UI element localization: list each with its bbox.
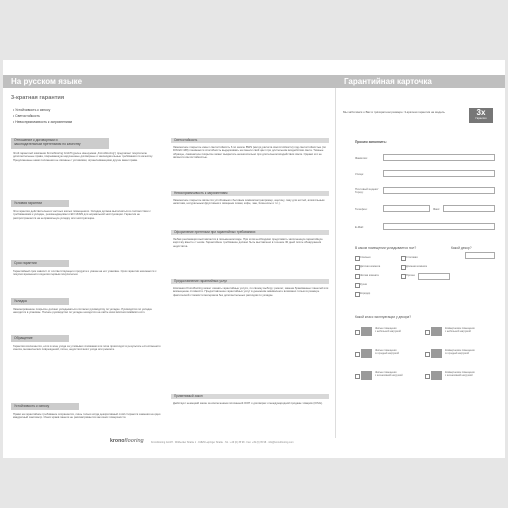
class-checkbox[interactable] <box>355 352 360 357</box>
logo-part-b: flooring <box>124 438 144 444</box>
house-icon <box>361 371 372 380</box>
section-text: Гарантия исключается, если в зоне ухода за угловыми головками или пола происходит в результате естественного износа, механических повреждений, пятен, недостаточного ухода или ремонта. <box>13 345 161 352</box>
class-checkbox[interactable] <box>355 330 360 335</box>
section-title: Условия гарантии <box>11 200 69 207</box>
class-label: Жилые помещения с небольшой нагрузкой <box>375 327 401 333</box>
decor-field[interactable] <box>465 252 495 259</box>
warranty-sheet <box>3 60 505 458</box>
email-field[interactable] <box>383 223 495 230</box>
section-text: Ламинированное покрытие должно укладываться согласно руководству по укладке. Руководство по укладке находится в упаковке. Полное руководство по укладке находится на сайте www.laminat-installation.com. <box>13 308 153 315</box>
fax-field[interactable] <box>443 205 495 212</box>
class-label: Жилые помещения со средней нагрузкой <box>375 349 399 355</box>
class-checkbox[interactable] <box>425 374 430 379</box>
class-checkbox[interactable] <box>425 352 430 357</box>
building-icon <box>431 327 442 336</box>
guarantee-subtitle: 3-кратная гарантия <box>11 95 65 101</box>
badge-label: Гарантия <box>475 117 487 120</box>
section-title: Невосприимчивость к загрязнениям <box>171 191 329 196</box>
field-label: Фамилия: <box>355 156 368 160</box>
section-title: Обращение <box>11 335 69 342</box>
section-title: Оформление претензии при гарантийных требованиях <box>171 230 329 235</box>
name-field[interactable] <box>383 154 495 161</box>
section-title: Светостойкость <box>171 138 329 143</box>
field-label: Телефон: <box>355 207 368 211</box>
section-title: Применимый закон <box>171 394 329 399</box>
section-text: Этой гарантией компания Kronoflooring GmbH (далее именуемая „Kronoflooring“) предлагает покупателю дополнительные права, покрывающую нарушенные договорные и законодательные требования по качеству. Предложенные нами положения не связаны с условиями, ограничивающими другие ваши права. <box>13 152 153 162</box>
room-label: Спальня <box>360 256 371 259</box>
section-text: Ламинатное покрытие является устойчивым к бытовым химикатам (например, ацетону, лаку для ногтей, алкогольным напиткам, натуральным фруктовым и овощным сокам, кофе, чаю, Кока-колы и т.п.). <box>173 199 325 206</box>
house-icon <box>361 327 372 336</box>
section-text: Действует немецкий закон за исключением положений ООН о договорах о международной продаже товаров (CISG). <box>173 402 323 405</box>
footer-address: Kronoflooring GmbH · Wittbecker Straße 1 · 01829 Leipziger Straße · Tel.: +49 (0) 35 98 · Fax: +49 (0) 35 98 · info@kronoflooring.com <box>151 441 294 444</box>
room-label: Жилая комната <box>360 274 379 277</box>
section-text: Ламинатное покрытие имеет светостойкость 6 по шкале BWS (метод расчёта светостойкости) под светостойкостью (по DIN EN 438) понимается способность выдерживать на панели свой цвет при длительном воздействии света. Тёмные образцы, ламинатное покрытие может выцветать незначительно при длительном воздействии света. Однако это не является светостойкостью. <box>173 146 326 159</box>
form-title: Просим заполнить: <box>355 140 387 144</box>
field-label: Улица: <box>355 172 364 176</box>
room-label: Детская комната <box>360 265 381 268</box>
column-divider <box>335 88 336 438</box>
section-title: Укладка <box>11 298 69 305</box>
bullet-stain: • Невосприимчивость к загрязнениям <box>13 120 72 124</box>
class-label: Жилые помещения с интенсивной нагрузкой <box>375 371 403 377</box>
street-field[interactable] <box>383 170 495 177</box>
class-question: Какой класс эксплуатации у декора? <box>355 315 412 319</box>
field-label: E-Mail: <box>355 225 364 229</box>
bullet-wear: • Устойчивость к износу <box>13 108 51 112</box>
section-title: Устойчивость к износу <box>11 403 79 410</box>
section-title: Срок гарантии <box>11 260 69 267</box>
decor-question: Какой декор? <box>451 246 472 250</box>
section-title: Отношение к договорным и законодательным претензиям по качеству <box>11 138 109 149</box>
building-icon <box>431 371 442 380</box>
card-intro: Мы заботимся о Вас в трёхкратном размере: 3-кратная гарантия на модель <box>343 110 445 114</box>
other-room-field[interactable] <box>418 273 450 280</box>
rooms-question: В каком помещении укладывается пол? <box>355 246 417 250</box>
section-text: Компания Kronoflooring может оказать гарантийные услуги, по своему выбору: ремонт, замена бракованных панелей или возмещение стоимости. Предоставление гарантийных услуг в денежном эквиваленте возможно только в размере фактической стоимости материала без дополнительных расходов по укладке. <box>173 287 329 297</box>
class-label: Коммерческие помещения с интенсивной нагрузкой <box>445 371 475 377</box>
section-text: Право на гарантийное требование сохраняется, лишь только когда декоративный слой стирается заменяя на одно квадратный сантиметр. Износ краёв панели не рассматривается как износ поверхности. <box>13 413 161 420</box>
bullet-light: • Светостойкость <box>13 114 40 118</box>
section-text: Эта гарантия действительна в частных жилых помещениях. Укладка должна выполняться в соответствии с требованиями к укладке, рекомендациями и EN 13329 для нормальной эксплуатации. Гарантия не распространяется на неправильную укладку или эксплуатацию. <box>13 210 151 220</box>
badge-number: 3x <box>476 108 486 117</box>
section-text: Любая рекламация выставляется в письменном виде. При этом необходимо представить заполненную гарантийную карточку вместе с чеком. Гарантийное требование должно быть выставлено в течение 30 дней после обнаружения недостатка. <box>173 238 323 248</box>
class-label: Коммерческие помещения с небольшой нагрузкой <box>445 327 475 333</box>
room-label: Столовая <box>406 256 418 259</box>
room-label: Длинная комната <box>406 265 427 268</box>
field-label: Почтовый индекс/Город: <box>355 187 379 195</box>
section-text: Гарантийный срок зависит от соответствующего продукта и указан на его упаковке. Срок гарантии начинается с покупки временного изделия первым покупателем. <box>13 270 157 277</box>
class-checkbox[interactable] <box>425 330 430 335</box>
field-label: Факс: <box>433 207 441 211</box>
class-label: Коммерческие помещения со средней нагрузкой <box>445 349 475 355</box>
logo-part-a: krono <box>110 438 125 444</box>
class-checkbox[interactable] <box>355 374 360 379</box>
city-field[interactable] <box>383 187 495 194</box>
house-icon <box>361 349 372 358</box>
right-header: Гарантийная карточка <box>339 75 505 88</box>
room-label: Кухня <box>360 283 367 286</box>
building-icon <box>431 349 442 358</box>
section-title: Предоставление гарантийных услуг <box>171 279 329 284</box>
guarantee-badge <box>469 108 493 123</box>
phone-field[interactable] <box>383 205 430 212</box>
room-label: Коридор <box>360 292 371 295</box>
left-header: На русском языке <box>3 75 341 88</box>
kronoflooring-logo <box>110 438 144 444</box>
room-label: Прочее <box>406 274 415 277</box>
